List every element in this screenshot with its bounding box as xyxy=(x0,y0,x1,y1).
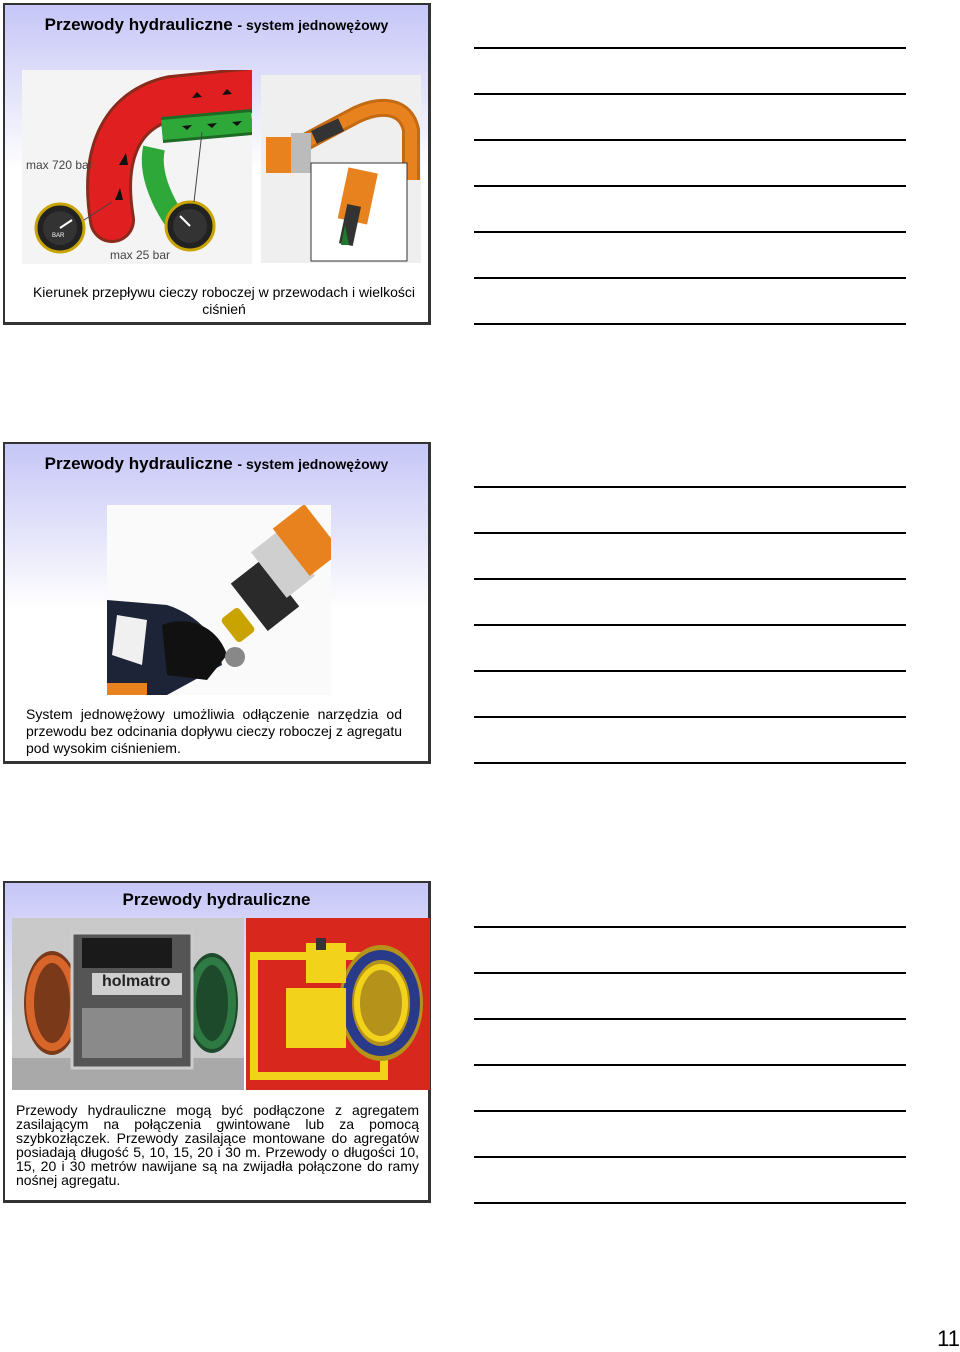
title-main: Przewody hydrauliczne xyxy=(44,454,233,473)
slide-1 xyxy=(3,3,431,325)
disconnect-tool-photo xyxy=(107,505,331,695)
note-line xyxy=(474,624,906,626)
note-line xyxy=(474,1018,906,1020)
note-line xyxy=(474,486,906,488)
slide-title: Przewody hydrauliczne xyxy=(122,890,311,909)
title-sub: - system jednowężowy xyxy=(237,456,389,472)
note-line xyxy=(474,231,906,233)
note-line xyxy=(474,578,906,580)
slide-caption: Przewody hydrauliczne mogą być podłączone z agregatem zasilającym na połączenia gwintowane lub za pomocą szybkozłączek. Przewody zasilające montowane do agregatów posiadają długość 5, 10, 15, 20 i 30 m. Przewody o długości 10, 15, 20 i 30 metrów nawijane są na zwijadła połączone do ramy nośnej agregatu. xyxy=(16,1102,419,1188)
note-line xyxy=(474,670,906,672)
note-line xyxy=(474,93,906,95)
note-line xyxy=(474,139,906,141)
note-line xyxy=(474,716,906,718)
note-line xyxy=(474,1064,906,1066)
brand-label: holmatro xyxy=(102,973,171,990)
title-sub: - system jednowężowy xyxy=(237,17,389,33)
note-line xyxy=(474,185,906,187)
label-max-low: max 25 bar xyxy=(110,248,171,262)
slide-title xyxy=(5,15,428,35)
slide-caption: System jednowężowy umożliwia odłączenie narzędzia od przewodu bez odcinania dopływu cieczy roboczej z agregatu pod wysokim ciśnieniem. xyxy=(26,706,402,756)
note-line xyxy=(474,972,906,974)
holmatro-power-unit-photo xyxy=(12,918,244,1090)
note-line xyxy=(474,1202,906,1204)
slide-caption: Kierunek przepływu cieczy roboczej w przewodach i wielkości ciśnień xyxy=(32,284,416,317)
note-line xyxy=(474,277,906,279)
slide-3 xyxy=(3,881,431,1203)
yellow-power-unit-photo xyxy=(246,918,430,1090)
note-line xyxy=(474,323,906,325)
title-main: Przewody hydrauliczne xyxy=(44,15,233,34)
note-line xyxy=(474,47,906,49)
note-line xyxy=(474,1110,906,1112)
hose-flow-illustration xyxy=(22,70,252,264)
label-max-high: max 720 bar xyxy=(26,158,93,172)
gauge-text: BAR xyxy=(52,233,65,239)
coupling-photo xyxy=(261,75,421,263)
slide-2 xyxy=(3,442,431,764)
note-line xyxy=(474,532,906,534)
slide-title xyxy=(5,454,428,474)
note-line xyxy=(474,762,906,764)
note-line xyxy=(474,926,906,928)
note-line xyxy=(474,1156,906,1158)
page-number: 11 xyxy=(937,1326,960,1351)
